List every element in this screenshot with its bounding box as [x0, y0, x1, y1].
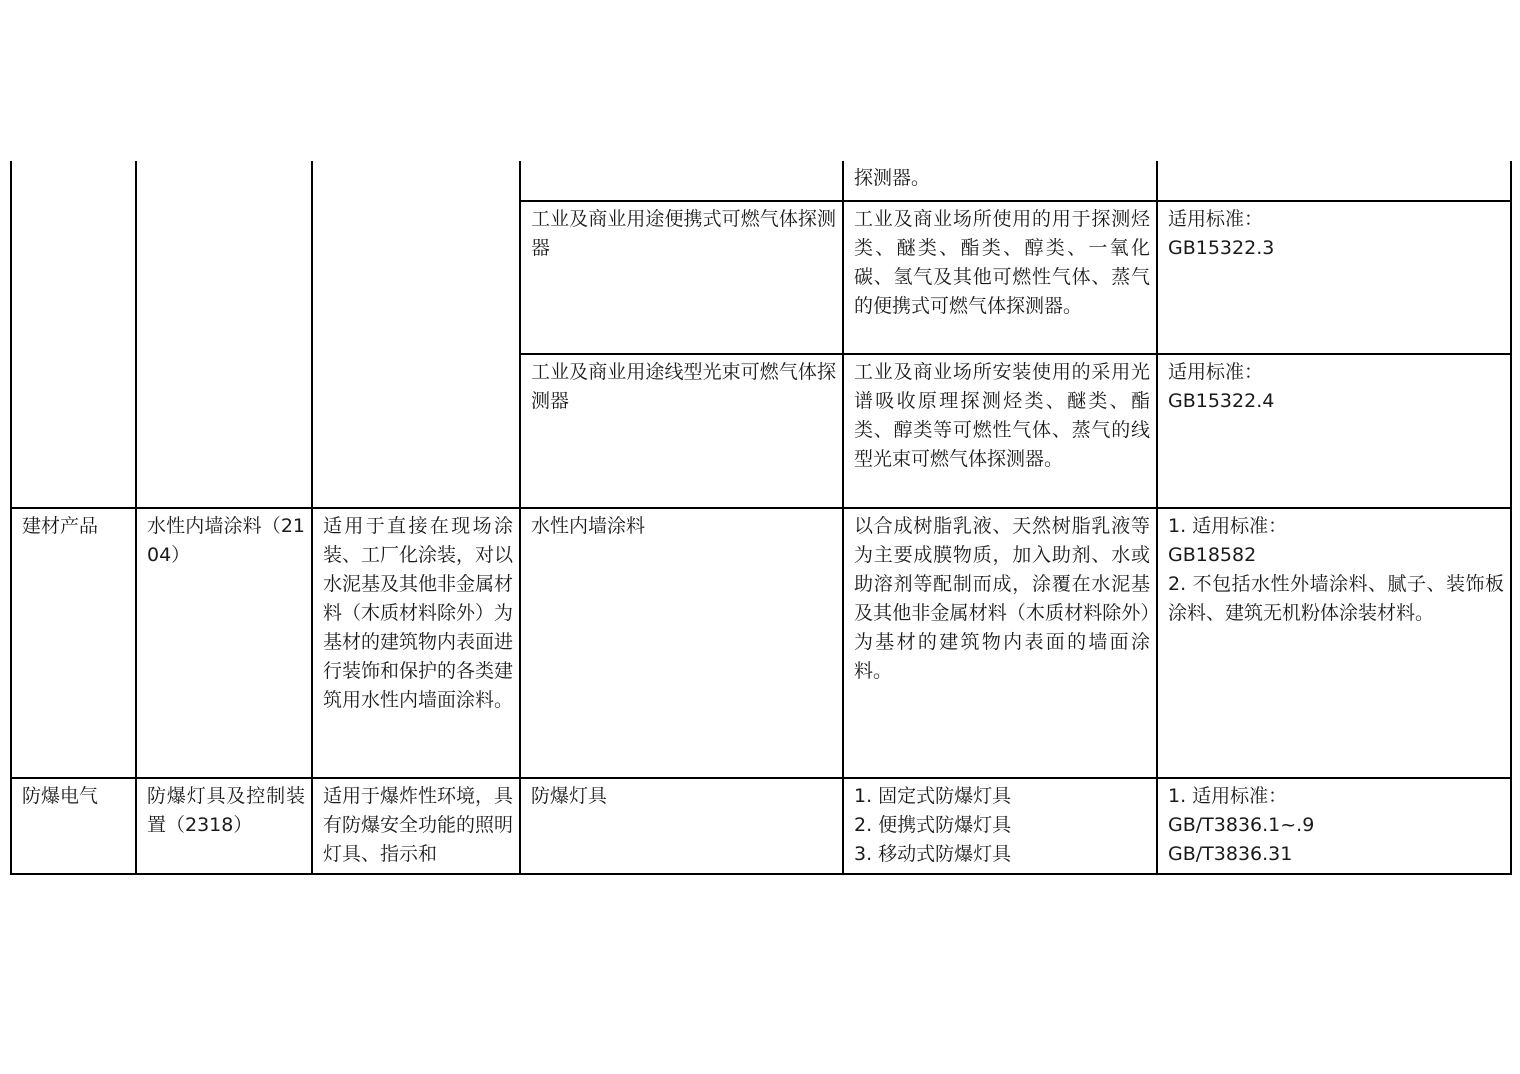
description-cell: 工业及商业场所使用的用于探测烃类、醚类、酯类、醇类、一氧化碳、氢气及其他可燃性气体、蒸气的便携式可燃气体探测器。	[843, 201, 1157, 354]
description-cell: 探测器。	[843, 161, 1157, 201]
standard-line: 适用标准：	[1168, 208, 1264, 230]
description-cell: 工业及商业场所安装使用的采用光谱吸收原理探测烃类、醚类、酯类、醇类等可燃性气体、蒸气的线型光束可燃气体探测器。	[843, 354, 1157, 508]
standard-cell	[1157, 201, 1511, 354]
standard-line: 1. 适用标准：	[1168, 515, 1288, 537]
product-cell: 水性内墙涂料（2104）	[136, 508, 312, 778]
unit-type-cell	[520, 161, 843, 201]
category-cell: 防爆电气	[11, 778, 136, 874]
standard-line: 2. 不包括水性外墙涂料、腻子、装饰板涂料、建筑无机粉体涂装材料。	[1168, 573, 1504, 624]
table-row	[11, 161, 1511, 201]
scope-cell	[312, 161, 520, 508]
standard-cell	[1157, 508, 1511, 778]
category-cell: 建材产品	[11, 508, 136, 778]
description-cell: 以合成树脂乳液、天然树脂乳液等为主要成膜物质，加入助剂、水或助溶剂等配制而成，涂覆在水泥基及其他非金属材料（木质材料除外）为基材的建筑物内表面的墙面涂料。	[843, 508, 1157, 778]
product-cell: 防爆灯具及控制装置（2318）	[136, 778, 312, 874]
standard-line: GB15322.3	[1168, 237, 1275, 259]
standard-line: GB18582	[1168, 544, 1257, 566]
description-line: 2. 便携式防爆灯具	[854, 814, 1012, 836]
category-cell	[11, 161, 136, 508]
standard-line: 1. 适用标准：	[1168, 785, 1288, 807]
standard-cell	[1157, 161, 1511, 201]
description-line: 3. 移动式防爆灯具	[854, 843, 1012, 865]
unit-type-cell: 水性内墙涂料	[520, 508, 843, 778]
standard-line: GB/T3836.1~.9	[1168, 814, 1315, 836]
unit-type-cell: 工业及商业用途便携式可燃气体探测器	[520, 201, 843, 354]
scope-cell: 适用于直接在现场涂装、工厂化涂装，对以水泥基及其他非金属材料（木质材料除外）为基材的建筑物内表面进行装饰和保护的各类建筑用水性内墙面涂料。	[312, 508, 520, 778]
unit-type-cell: 工业及商业用途线型光束可燃气体探测器	[520, 354, 843, 508]
standard-cell	[1157, 778, 1511, 874]
standard-line: GB/T3836.31	[1168, 843, 1293, 865]
standard-line: 适用标准：	[1168, 361, 1264, 383]
standard-cell	[1157, 354, 1511, 508]
table-row	[11, 508, 1511, 778]
product-cell	[136, 161, 312, 508]
standard-line: GB15322.4	[1168, 390, 1275, 412]
table-row	[11, 778, 1511, 874]
description-line: 1. 固定式防爆灯具	[854, 785, 1012, 807]
certification-catalog-table	[10, 161, 1512, 875]
unit-type-cell: 防爆灯具	[520, 778, 843, 874]
description-cell	[843, 778, 1157, 874]
scope-cell: 适用于爆炸性环境，具有防爆安全功能的照明灯具、指示和	[312, 778, 520, 874]
